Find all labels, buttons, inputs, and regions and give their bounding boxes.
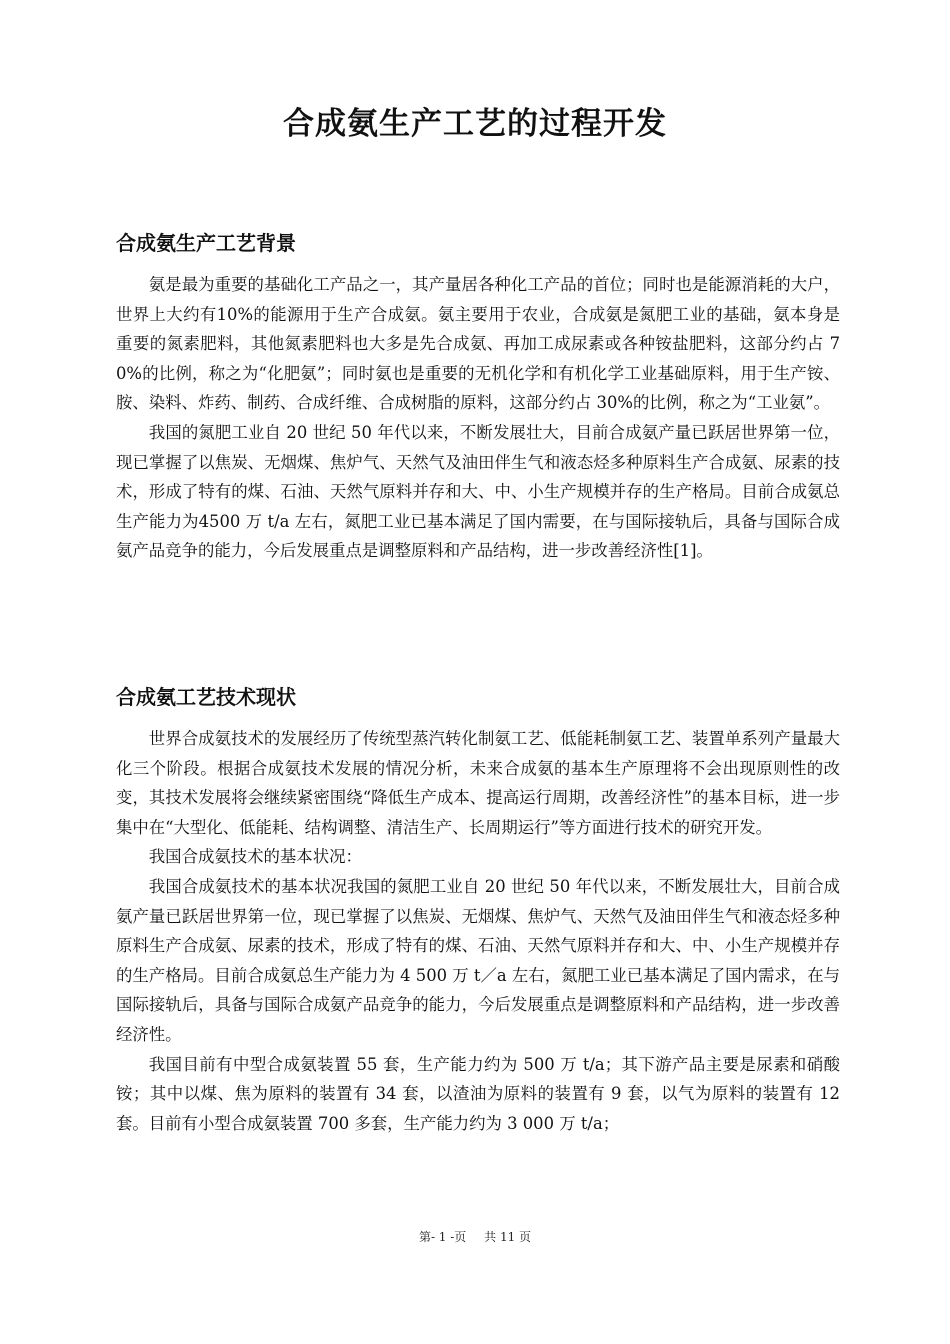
paragraph: 世界合成氨技术的发展经历了传统型蒸汽转化制氨工艺、低能耗制氨工艺、装置单系列产量最大化三个阶段。根据合成氨技术发展的情况分析，未来合成氨的基本生产原理将不会出现原则性的改变，其技术发展将会继续紧密围绕“降低生产成本、提高运行周期，改善经济性”的基本目标，进一步集中在“大型化、低能耗、结构调整、清洁生产、长周期运行”等方面进行技术的研究开发。 [116, 729, 840, 837]
paragraph: 我国目前有中型合成氨装置 55 套，生产能力约为 500 万 t/a；其下游产品主要是尿素和硝酸铵；其中以煤、焦为原料的装置有 34 套，以渣油为原料的装置有 9 套，以气为原料的装置有 12 套。目前有小型合成氨装置 700 多套，生产能力约为 3 000 万 t/a； [116, 1054, 840, 1133]
paragraph: 我国合成氨技术的基本状况： [148, 847, 362, 867]
page-total: 共 11 页 [484, 1230, 532, 1244]
section-technology-status [116, 682, 840, 1138]
section-background [116, 228, 840, 566]
paragraph: 氨是最为重要的基础化工产品之一，其产量居各种化工产品的首位；同时也是能源消耗的大户，世界上大约有10%的能源用于生产合成氨。氨主要用于农业，合成氨是氮肥工业的基础，氨本身是重要的氮素肥料，其他氮素肥料也大多是先合成氨、再加工成尿素或各种铵盐肥料，这部分约占 70%的比例，称之为“化肥氨”；同时氨也是重要的无机化学和有机化学工业基础原料，用于生产铵、胺、染料、炸药、制药、合成纤维、合成树脂的原料，这部分约占 30%的比例，称之为“工业氨”。 [116, 275, 840, 413]
paragraph: 我国合成氨技术的基本状况我国的氮肥工业自 20 世纪 50 年代以来，不断发展壮大，目前合成氨产量已跃居世界第一位，现已掌握了以焦炭、无烟煤、焦炉气、天然气及油田伴生气和液态烃多种原料生产合成氨、尿素的技术，形成了特有的煤、石油、天然气原料并存和大、中、小生产规模并存的生产格局。目前合成氨总生产能力为 4 500 万 t／a 左右，氮肥工业已基本满足了国内需求，在与国际接轨后，具备与国际合成氨产品竞争的能力，今后发展重点是调整原料和产品结构，进一步改善经济性。 [116, 876, 840, 1044]
page-number: 第- 1 -页 [418, 1230, 467, 1244]
document-title: 合成氨生产工艺的过程开发 [283, 106, 667, 142]
section-heading: 合成氨工艺技术现状 [116, 685, 296, 709]
page-footer [0, 1228, 950, 1245]
paragraph: 我国的氮肥工业自 20 世纪 50 年代以来，不断发展壮大，目前合成氨产量已跃居世界第一位，现已掌握了以焦炭、无烟煤、焦炉气、天然气及油田伴生气和液态烃多种原料生产合成氨、尿素的技术，形成了特有的煤、石油、天然气原料并存和大、中、小生产规模并存的生产格局。目前合成氨总生产能力为4500 万 t/a 左右，氮肥工业已基本满足了国内需要，在与国际接轨后，具备与国际合成氨产品竞争的能力，今后发展重点是调整原料和产品结构，进一步改善经济性[1]。 [116, 422, 840, 561]
section-heading: 合成氨生产工艺背景 [116, 231, 296, 255]
